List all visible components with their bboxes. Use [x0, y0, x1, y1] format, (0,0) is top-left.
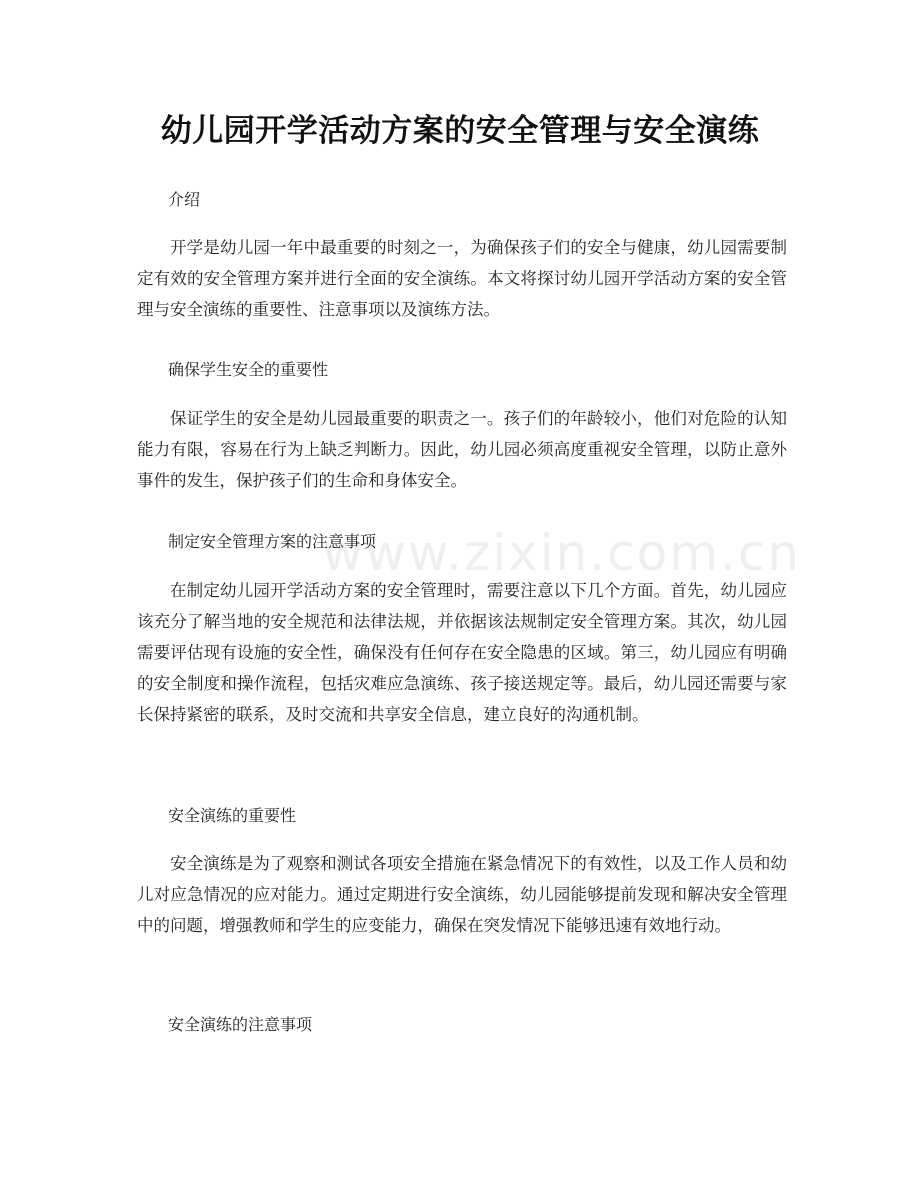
- section-heading-safety-importance: 确保学生安全的重要性: [168, 360, 329, 379]
- watermark: www.zixin.com.cn: [322, 524, 802, 582]
- section-paragraph-safety-importance: 保证学生的安全是幼儿园最重要的职责之一。孩子们的年龄较小，他们对危险的认知能力有限，容易在行为上缺乏判断力。因此，幼儿园必须高度重视安全管理，以防止意外事件的发生，保护孩子们的生命和身体安全。: [137, 409, 787, 490]
- section-heading-plan-notes: 制定安全管理方案的注意事项: [168, 532, 377, 551]
- section-paragraph-drill-importance: 安全演练是为了观察和测试各项安全措施在紧急情况下的有效性，以及工作人员和幼儿对应急情况的应对能力。通过定期进行安全演练，幼儿园能够提前发现和解决安全管理中的问题，增强教师和学生的应变能力，确保在突发情况下能够迅速有效地行动。: [137, 854, 787, 935]
- section-paragraph-intro: 开学是幼儿园一年中最重要的时刻之一，为确保孩子们的安全与健康，幼儿园需要制定有效的安全管理方案并进行全面的安全演练。本文将探讨幼儿园开学活动方案的安全管理与安全演练的重要性、注意事项以及演练方法。: [137, 238, 787, 319]
- section-heading-drill-notes: 安全演练的注意事项: [168, 1015, 313, 1034]
- section-paragraph-plan-notes: 在制定幼儿园开学活动方案的安全管理时，需要注意以下几个方面。首先，幼儿园应该充分了解当地的安全规范和法律法规，并依据该法规制定安全管理方案。其次，幼儿园需要评估现有设施的安全性，确保没有任何存在安全隐患的区域。第三，幼儿园应有明确的安全制度和操作流程，包括灾难应急演练、孩子接送规定等。最后，幼儿园还需要与家长保持紧密的联系，及时交流和共享安全信息，建立良好的沟通机制。: [137, 581, 787, 724]
- section-heading-intro: 介绍: [168, 190, 201, 209]
- page-title: 幼儿园开学活动方案的安全管理与安全演练: [160, 113, 760, 149]
- section-heading-drill-importance: 安全演练的重要性: [168, 806, 297, 825]
